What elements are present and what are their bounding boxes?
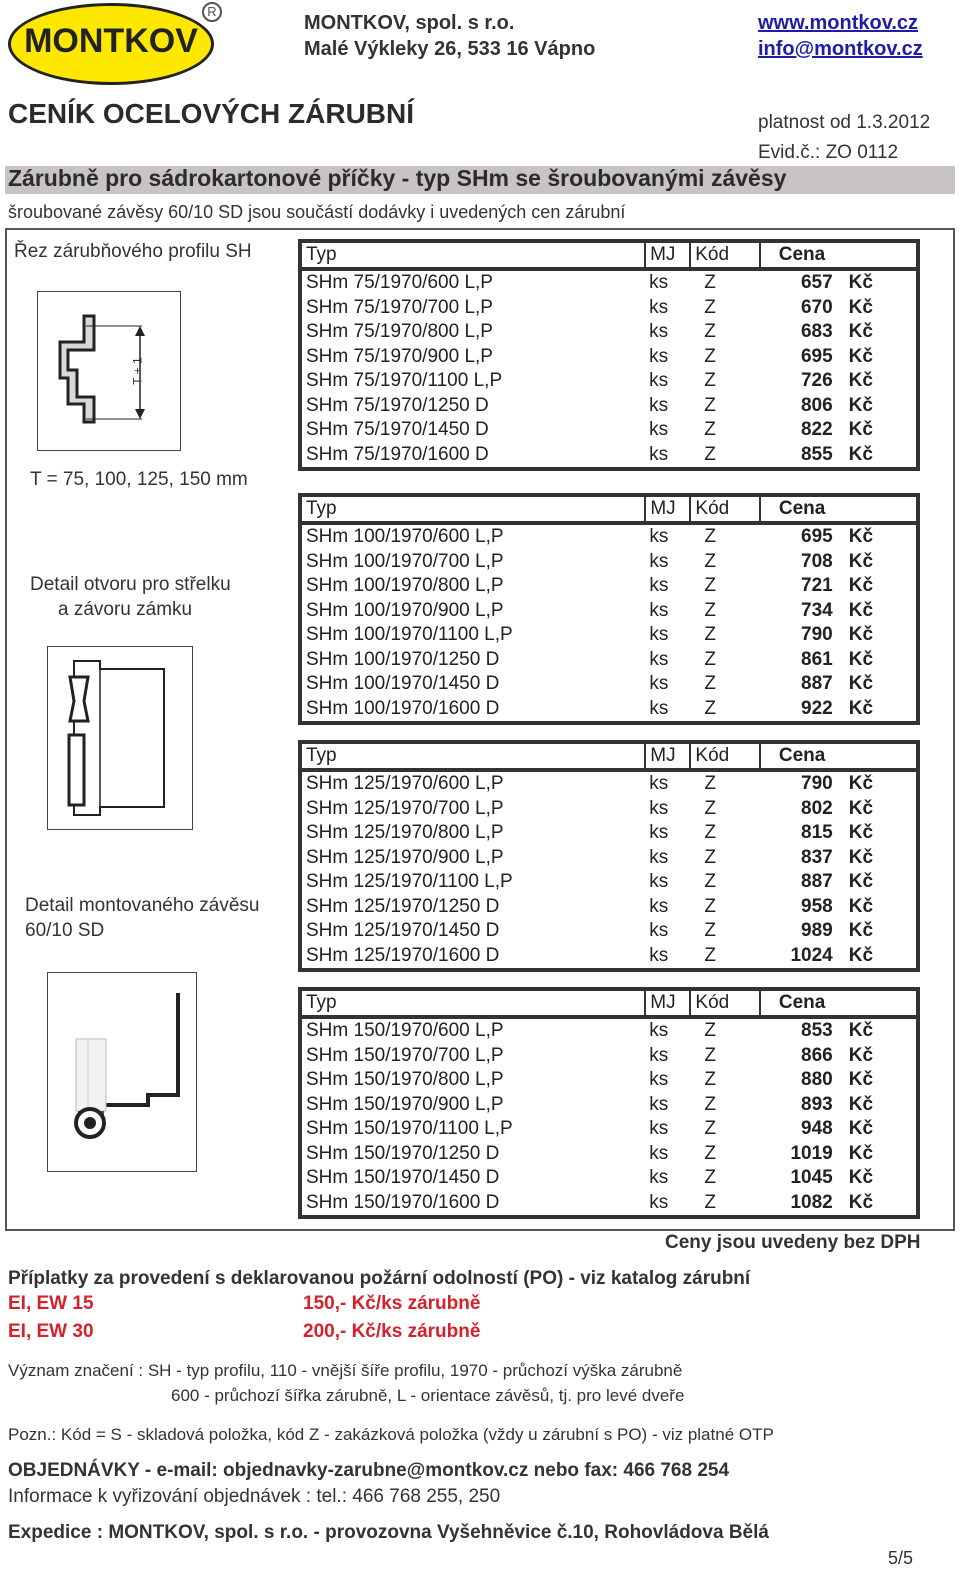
latch-label <box>30 572 231 622</box>
cell-cena: 802 <box>801 797 833 819</box>
cell-mj: ks <box>649 526 669 548</box>
cell-mj: ks <box>649 871 669 893</box>
cell-kod: Z <box>704 1044 716 1066</box>
cell-cena: 855 <box>800 443 833 465</box>
validity-block <box>758 108 930 168</box>
profile-figure <box>37 291 181 451</box>
cell-cena: 790 <box>801 624 833 646</box>
cell-cur: Kč <box>848 575 874 597</box>
cell-typ: SHm 150/1970/900 L,P <box>306 1093 504 1115</box>
cell-kod: Z <box>704 1118 716 1140</box>
header-cell-kod: Kód <box>690 989 760 1017</box>
cell-kod: Z <box>704 370 716 392</box>
cell-kod: Z <box>704 321 716 343</box>
cell-cur: Kč <box>848 321 873 343</box>
cell-kod: Z <box>704 1020 716 1042</box>
cell-kod: Z <box>704 822 716 844</box>
orders-line: OBJEDNÁVKY - e-mail: objednavky-zarubne@montkov.cz nebo fax: 466 768 254 <box>8 1460 730 1481</box>
table-header-row <box>300 989 918 1017</box>
cell-cena: 837 <box>801 846 833 868</box>
dimension-label: T + 1 <box>130 357 145 385</box>
header-cell-mj: MJ <box>645 495 690 523</box>
table-row <box>300 443 918 470</box>
cell-kod: Z <box>704 394 716 416</box>
cell-mj: ks <box>649 345 669 367</box>
cell-typ: SHm 75/1970/700 L,P <box>306 296 493 318</box>
cell-typ: SHm 125/1970/1100 L,P <box>306 871 513 893</box>
cell-cur: Kč <box>848 1191 874 1213</box>
cell-mj: ks <box>649 394 669 416</box>
table-row <box>300 1044 918 1069</box>
cell-cena: 721 <box>801 575 833 597</box>
cell-cur: Kč <box>848 272 873 294</box>
surcharge-class-2: EI, EW 30 <box>8 1321 94 1342</box>
cell-mj: ks <box>649 797 669 819</box>
cell-mj: ks <box>649 296 669 318</box>
cell-kod: Z <box>704 846 716 868</box>
cell-typ: SHm 75/1970/1100 L,P <box>306 370 503 392</box>
table-row <box>300 550 918 575</box>
cell-cena: 670 <box>800 296 833 318</box>
cell-typ: SHm 100/1970/600 L,P <box>306 526 504 548</box>
cell-cur: Kč <box>848 846 874 868</box>
latch-figure <box>47 646 193 830</box>
page-number: 5/5 <box>888 1548 914 1568</box>
hinge-label-line-1: Detail montovaného závěsu <box>25 895 260 916</box>
cell-typ: SHm 150/1970/1450 D <box>306 1167 500 1189</box>
cell-cena: 790 <box>801 773 833 795</box>
header-cell-currency <box>839 989 918 1017</box>
cell-cena: 815 <box>801 822 833 844</box>
price-table-125 <box>298 740 920 972</box>
cell-typ: SHm 125/1970/800 L,P <box>306 822 504 844</box>
company-address: Malé Výkleky 26, 533 16 Vápno <box>304 38 596 60</box>
cell-typ: SHm 150/1970/800 L,P <box>306 1069 504 1091</box>
cell-kod: Z <box>704 944 716 966</box>
table-row <box>300 697 918 724</box>
table-header-row <box>300 241 918 269</box>
table-row <box>300 599 918 624</box>
table-row <box>300 648 918 673</box>
email-link[interactable]: info@montkov.cz <box>758 38 923 60</box>
cell-kod: Z <box>704 1167 716 1189</box>
header-cell-currency <box>839 742 918 770</box>
cell-mj: ks <box>649 697 669 719</box>
header-cell-currency <box>839 495 918 523</box>
cell-cur: Kč <box>848 920 874 942</box>
cell-cur: Kč <box>848 419 873 441</box>
header-cell-mj: MJ <box>645 742 690 770</box>
price-table-100 <box>298 493 920 725</box>
cell-mj: ks <box>649 575 669 597</box>
table-header-row <box>300 742 918 770</box>
table-row <box>300 296 918 321</box>
cell-kod: Z <box>704 526 717 548</box>
cell-cur: Kč <box>848 345 873 367</box>
cell-cur: Kč <box>848 296 873 318</box>
header-cell-typ: Typ <box>300 989 645 1017</box>
cell-cur: Kč <box>848 1118 874 1140</box>
cell-mj: ks <box>649 1020 669 1042</box>
cell-cur: Kč <box>848 673 874 695</box>
price-table-150 <box>298 987 920 1219</box>
cell-kod: Z <box>704 797 716 819</box>
cell-cur: Kč <box>848 871 874 893</box>
table-row <box>300 821 918 846</box>
cell-typ: SHm 125/1970/1600 D <box>306 944 500 966</box>
cell-cena: 657 <box>800 272 833 294</box>
cell-mj: ks <box>649 920 669 942</box>
cell-typ: SHm 150/1970/1100 L,P <box>306 1118 513 1140</box>
cell-cur: Kč <box>848 1020 874 1042</box>
cell-cena: 822 <box>800 419 833 441</box>
cell-cena: 1045 <box>790 1167 833 1189</box>
cell-typ: SHm 100/1970/1250 D <box>306 648 500 670</box>
cell-typ: SHm 150/1970/1250 D <box>306 1142 500 1164</box>
company-block <box>304 10 595 62</box>
hinge-drawing <box>48 973 195 1170</box>
legend-line-2: 600 - průchozí šířka zárubně, L - orientace závěsů, tj. pro levé dveře <box>171 1386 685 1405</box>
code-note: Pozn.: Kód = S - skladová položka, kód Z - zakázková položka (vždy u zárubní s PO) - viz platné OTP <box>8 1425 774 1444</box>
cell-cena: 853 <box>801 1020 833 1042</box>
cell-cur: Kč <box>848 624 874 646</box>
cell-mj: ks <box>649 624 669 646</box>
cell-mj: ks <box>649 321 669 343</box>
surcharge-title: Příplatky za provedení s deklarovanou požární odolností (PO) - viz katalog zárubní <box>8 1268 751 1289</box>
logo-text: MONTKOV <box>24 22 198 60</box>
cell-cena: 683 <box>800 321 833 343</box>
cell-cur: Kč <box>848 370 873 392</box>
section-note: šroubované závěsy 60/10 SD jsou součástí dodávky i uvedených cen zárubní <box>8 202 626 222</box>
cell-cena: 1024 <box>790 944 833 966</box>
table-row <box>300 345 918 370</box>
table-row <box>300 770 918 797</box>
cell-typ: SHm 150/1970/600 L,P <box>306 1020 504 1042</box>
table-row <box>300 870 918 895</box>
cell-cur: Kč <box>848 697 874 719</box>
cell-kod: Z <box>704 575 717 597</box>
cell-cur: Kč <box>848 1167 874 1189</box>
table-row <box>300 1093 918 1118</box>
profile-label: Řez zárubňového profilu SH <box>14 241 252 262</box>
cell-mj: ks <box>649 599 669 621</box>
cell-typ: SHm 100/1970/1450 D <box>306 673 500 695</box>
table-row <box>300 919 918 944</box>
cell-typ: SHm 125/1970/600 L,P <box>306 773 504 795</box>
cell-kod: Z <box>704 1191 716 1213</box>
company-name: MONTKOV, spol. s r.o. <box>304 12 515 34</box>
cell-mj: ks <box>649 1044 669 1066</box>
cell-typ: SHm 75/1970/1450 D <box>306 419 489 441</box>
table-row <box>300 623 918 648</box>
cell-cena: 948 <box>801 1118 833 1140</box>
dispatch-line: Expedice : MONTKOV, spol. s r.o. - provozovna Vyšehněvice č.10, Rohovládova Bělá <box>8 1522 769 1543</box>
cell-cena: 708 <box>801 550 833 572</box>
cell-typ: SHm 75/1970/1250 D <box>306 394 489 416</box>
cell-cur: Kč <box>848 1044 874 1066</box>
cell-kod: Z <box>704 443 716 465</box>
surcharge-class-1: EI, EW 15 <box>8 1293 94 1314</box>
cell-cur: Kč <box>848 550 874 572</box>
cell-cena: 695 <box>801 526 833 548</box>
cell-mj: ks <box>649 419 669 441</box>
cell-cur: Kč <box>848 822 874 844</box>
cell-cena: 922 <box>801 697 833 719</box>
cell-mj: ks <box>649 550 669 572</box>
header-cell-cena: Cena <box>760 742 838 770</box>
header-cell-cena: Cena <box>760 989 838 1017</box>
cell-kod: Z <box>704 871 716 893</box>
table-row <box>300 320 918 345</box>
header-cell-cena: Cena <box>760 241 838 269</box>
cell-mj: ks <box>649 1069 669 1091</box>
cell-typ: SHm 75/1970/1600 D <box>306 443 489 465</box>
cell-mj: ks <box>649 1142 669 1164</box>
table-row <box>300 1068 918 1093</box>
cell-typ: SHm 75/1970/800 L,P <box>306 321 493 343</box>
cell-kod: Z <box>704 1069 716 1091</box>
cell-cur: Kč <box>848 895 874 917</box>
cell-mj: ks <box>649 1167 669 1189</box>
cell-typ: SHm 100/1970/1600 D <box>306 697 500 719</box>
cell-kod: Z <box>704 296 716 318</box>
cell-cur: Kč <box>848 648 874 670</box>
cell-kod: Z <box>704 272 716 294</box>
cell-cena: 1082 <box>790 1191 833 1213</box>
table-row <box>300 1017 918 1044</box>
section-heading: Zárubně pro sádrokartonové příčky - typ SHm se šroubovanými závěsy <box>8 165 787 191</box>
latch-label-line-1: Detail otvoru pro střelku <box>30 574 231 595</box>
website-link[interactable]: www.montkov.cz <box>758 12 919 34</box>
cell-typ: SHm 150/1970/700 L,P <box>306 1044 504 1066</box>
registered-mark: R <box>202 2 222 22</box>
cell-cena: 695 <box>800 345 833 367</box>
cell-cena: 958 <box>801 895 833 917</box>
cell-typ: SHm 125/1970/1250 D <box>306 895 500 917</box>
table-header-row <box>300 495 918 523</box>
latch-opening-drawing <box>48 647 191 828</box>
vat-note: Ceny jsou uvedeny bez DPH <box>665 1232 921 1253</box>
cell-mj: ks <box>649 822 669 844</box>
hinge-figure <box>47 972 197 1172</box>
cell-cena: 1019 <box>790 1142 833 1164</box>
cell-typ: SHm 100/1970/1100 L,P <box>306 624 513 646</box>
latch-label-line-2: a závoru zámku <box>58 599 193 620</box>
header-cell-typ: Typ <box>300 241 645 269</box>
cell-typ: SHm 125/1970/1450 D <box>306 920 500 942</box>
cell-cur: Kč <box>848 773 874 795</box>
cell-cena: 726 <box>800 370 833 392</box>
table-row <box>300 1191 918 1218</box>
table-row <box>300 944 918 971</box>
contact-links <box>758 10 923 62</box>
cell-kod: Z <box>704 1093 716 1115</box>
cell-mj: ks <box>649 944 669 966</box>
cell-mj: ks <box>649 272 669 294</box>
table-row <box>300 672 918 697</box>
cell-kod: Z <box>704 773 716 795</box>
cell-typ: SHm 100/1970/700 L,P <box>306 550 504 572</box>
table-row <box>300 1117 918 1142</box>
cell-mj: ks <box>649 1191 669 1213</box>
cell-mj: ks <box>649 370 669 392</box>
header-cell-cena: Cena <box>760 495 838 523</box>
cell-cena: 734 <box>801 599 833 621</box>
cell-kod: Z <box>704 550 717 572</box>
profile-section-drawing <box>38 292 179 449</box>
table-row <box>300 846 918 871</box>
header-cell-mj: MJ <box>645 989 690 1017</box>
cell-mj: ks <box>649 443 669 465</box>
cell-cur: Kč <box>848 1093 874 1115</box>
cell-kod: Z <box>704 624 717 646</box>
cell-kod: Z <box>704 345 716 367</box>
table-row <box>300 369 918 394</box>
table-row <box>300 574 918 599</box>
cell-cena: 887 <box>801 673 833 695</box>
legend-line-1: Význam značení : SH - typ profilu, 110 - vnější šíře profilu, 1970 - průchozí výška zárubně <box>8 1361 683 1380</box>
cell-cena: 893 <box>801 1093 833 1115</box>
cell-kod: Z <box>704 599 717 621</box>
header-cell-currency <box>839 241 918 269</box>
header-cell-kod: Kód <box>690 241 760 269</box>
cell-mj: ks <box>649 895 669 917</box>
cell-typ: SHm 125/1970/700 L,P <box>306 797 504 819</box>
table-row <box>300 797 918 822</box>
cell-cena: 887 <box>801 871 833 893</box>
header-cell-typ: Typ <box>300 495 645 523</box>
cell-mj: ks <box>649 1093 669 1115</box>
surcharge-price-2: 200,- Kč/ks zárubně <box>303 1321 481 1342</box>
cell-mj: ks <box>649 1118 669 1140</box>
cell-cur: Kč <box>848 797 874 819</box>
cell-mj: ks <box>649 846 669 868</box>
cell-kod: Z <box>704 419 716 441</box>
table-row <box>300 523 918 550</box>
cell-kod: Z <box>704 648 717 670</box>
cell-kod: Z <box>704 697 717 719</box>
cell-cur: Kč <box>848 394 873 416</box>
cell-kod: Z <box>704 1142 716 1164</box>
cell-typ: SHm 100/1970/800 L,P <box>306 575 504 597</box>
cell-typ: SHm 75/1970/900 L,P <box>306 345 493 367</box>
table-row <box>300 394 918 419</box>
table-row <box>300 418 918 443</box>
surcharge-price-1: 150,- Kč/ks zárubně <box>303 1293 481 1314</box>
page-title: CENÍK OCELOVÝCH ZÁRUBNÍ <box>8 98 415 129</box>
cell-cur: Kč <box>848 599 874 621</box>
header-cell-kod: Kód <box>690 495 760 523</box>
table-row <box>300 1166 918 1191</box>
cell-cur: Kč <box>848 1142 874 1164</box>
cell-typ: SHm 150/1970/1600 D <box>306 1191 500 1213</box>
cell-cur: Kč <box>848 944 874 966</box>
cell-cur: Kč <box>848 526 874 548</box>
cell-mj: ks <box>649 648 669 670</box>
cell-cur: Kč <box>848 1069 874 1091</box>
table-row <box>300 269 918 296</box>
cell-kod: Z <box>704 895 716 917</box>
cell-mj: ks <box>649 773 669 795</box>
cell-typ: SHm 75/1970/600 L,P <box>306 272 493 294</box>
price-table-75 <box>298 239 920 471</box>
cell-cur: Kč <box>848 443 873 465</box>
cell-typ: SHm 125/1970/900 L,P <box>306 846 504 868</box>
hinge-label <box>25 893 259 943</box>
validity-date: platnost od 1.3.2012 <box>758 112 931 133</box>
cell-kod: Z <box>704 920 716 942</box>
header-cell-kod: Kód <box>690 742 760 770</box>
header-cell-mj: MJ <box>645 241 690 269</box>
table-row <box>300 895 918 920</box>
orders-info: Informace k vyřizování objednávek : tel.: 466 768 255, 250 <box>8 1486 501 1507</box>
cell-cena: 866 <box>801 1044 833 1066</box>
hinge-label-line-2: 60/10 SD <box>25 920 105 941</box>
cell-cena: 861 <box>801 648 833 670</box>
cell-cena: 989 <box>801 920 833 942</box>
header-cell-typ: Typ <box>300 742 645 770</box>
cell-cena: 806 <box>800 394 833 416</box>
cell-cena: 880 <box>801 1069 833 1091</box>
cell-kod: Z <box>704 673 717 695</box>
t-values-label: T = 75, 100, 125, 150 mm <box>30 469 248 490</box>
evidence-number: Evid.č.: ZO 0112 <box>758 142 899 163</box>
cell-mj: ks <box>649 673 669 695</box>
cell-typ: SHm 100/1970/900 L,P <box>306 599 504 621</box>
table-row <box>300 1142 918 1167</box>
